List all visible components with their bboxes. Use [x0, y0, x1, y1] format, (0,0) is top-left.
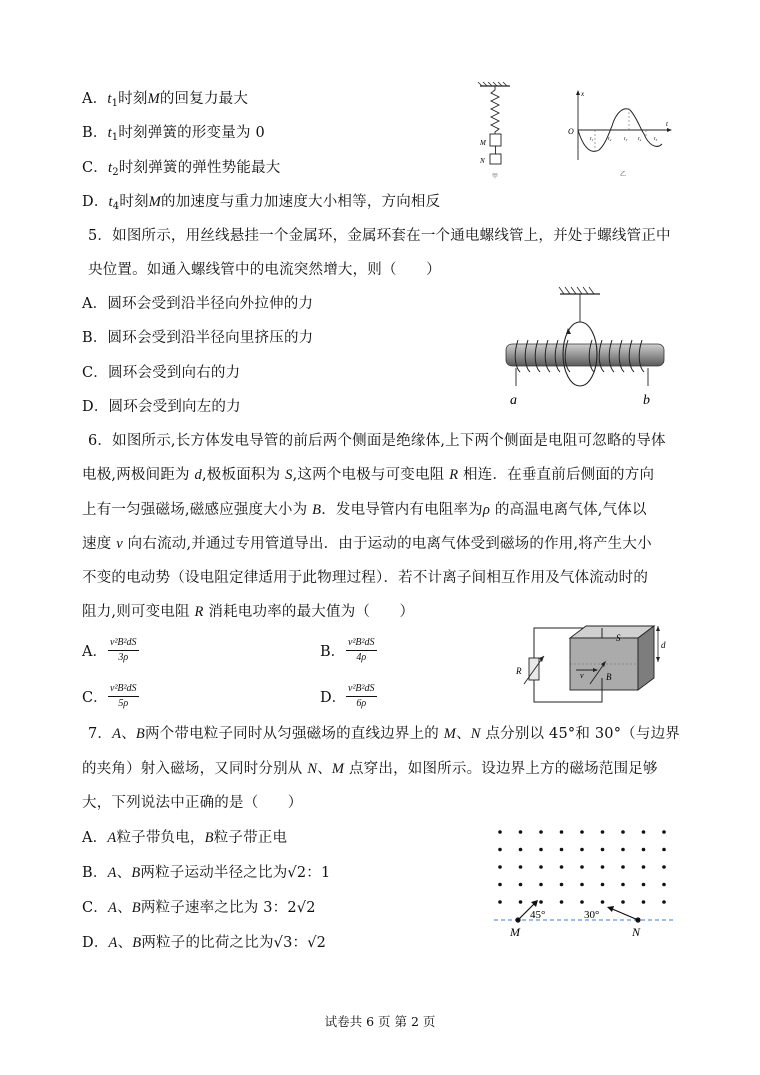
- field-dot: [621, 830, 625, 834]
- q6-stem-line1: 6．如图所示,长方体发电导管的前后两个侧面是绝缘体,上下两个侧面是电阻可忽略的导体: [88, 433, 666, 449]
- field-dot: [539, 848, 543, 852]
- field-dot: [662, 830, 666, 834]
- q6-option-b-fraction: $\frac{\text{v²B²dS}}{4\rho}$: [348, 637, 375, 663]
- q6-generator-figure: [510, 618, 670, 710]
- field-dot: [642, 848, 646, 852]
- q5-stem-line2: 央位置。如通入螺线管中的电流突然增大，则（ ）: [88, 262, 441, 278]
- q7-angle-30: 30°: [584, 909, 600, 921]
- field-dot: [539, 865, 543, 869]
- q6-option-d-fraction: $\frac{\text{v²B²dS}}{6\rho}$: [348, 683, 375, 709]
- field-dot: [601, 883, 605, 887]
- field-dot: [601, 865, 605, 869]
- q7-stem-line1: 7．A、B两个带电粒子同时从匀强磁场的直线边界上的 M、N 点分别以 45°和 30°（与边界: [88, 726, 680, 742]
- field-dot: [621, 848, 625, 852]
- field-dot: [560, 883, 564, 887]
- q6-stem-line4: 速度 v 向右流动,并通过专用管道导出．由于运动的电离气体受到磁场的作用,将产生大小: [82, 536, 652, 552]
- field-dot: [621, 865, 625, 869]
- field-dot: [560, 830, 564, 834]
- q7-option-a: A．A粒子带负电，B粒子带正电: [82, 830, 288, 846]
- q7-option-b: B．A、B两粒子运动半径之比为√2：1: [82, 865, 331, 881]
- field-dot: [662, 883, 666, 887]
- field-dot: [621, 883, 625, 887]
- q4-tick-t5: t₅: [654, 136, 658, 142]
- field-dot: [498, 883, 502, 887]
- field-dot: [642, 830, 646, 834]
- field-dot: [662, 900, 666, 904]
- q7-point-n: N: [632, 925, 641, 939]
- field-dot: [519, 883, 523, 887]
- q4-m-label: M: [480, 139, 486, 147]
- q6-option-d-label: D．: [320, 690, 347, 706]
- field-dot: [601, 848, 605, 852]
- q4-sine-figure: [566, 88, 676, 180]
- q7-option-d: D．A、B两粒子的比荷之比为√3：√2: [82, 935, 327, 951]
- q4-caption-left: 甲: [492, 174, 499, 180]
- q4-tick-t3: t₃: [624, 136, 628, 142]
- q6-option-c-fraction: $\frac{\text{v²B²dS}}{5\rho}$: [110, 683, 137, 709]
- q5-option-a: A．圆环会受到沿半径向外拉伸的力: [82, 296, 314, 312]
- q6-stem-line6: 阻力,则可变电阻 R 消耗电功率的最大值为（ ）: [82, 604, 415, 620]
- field-dot: [498, 900, 502, 904]
- field-dot: [560, 848, 564, 852]
- field-dot: [519, 848, 523, 852]
- field-dot: [601, 900, 605, 904]
- q6-distance-label: d: [661, 640, 666, 650]
- field-dot: [519, 900, 523, 904]
- field-dot: [601, 830, 605, 834]
- q7-stem-line3: 大，下列说法中正确的是（ ）: [82, 795, 303, 811]
- field-dot: [642, 900, 646, 904]
- field-dot: [580, 900, 584, 904]
- q6-option-b-label: B．: [320, 644, 346, 660]
- q5-option-b: B．圆环会受到沿半径向里挤压的力: [82, 330, 314, 346]
- q5-terminal-a: a: [510, 393, 517, 408]
- q6-resistor-label: R: [516, 666, 522, 676]
- q6-option-c-label: C．: [82, 690, 108, 706]
- q6-area-label: S: [616, 633, 621, 643]
- field-dot: [560, 865, 564, 869]
- q6-option-a-fraction: $\frac{\text{v²B²dS}}{3\rho}$: [110, 637, 137, 663]
- field-dot: [580, 883, 584, 887]
- q4-option-d: D．$t_4$时刻M的加速度与重力加速度大小相等，方向相反: [82, 194, 441, 212]
- q5-stem-line1: 5．如图所示，用丝线悬挂一个金属环，金属环套在一个通电螺线管上，并处于螺线管正中: [88, 228, 671, 244]
- q6-field-label: B: [606, 672, 612, 682]
- q4-spring-figure: [470, 82, 530, 182]
- q4-option-c: C．$t_2$时刻弹簧的弹性势能最大: [82, 160, 281, 178]
- q7-option-c: C．A、B两粒子速率之比为 3：2√2: [82, 900, 316, 916]
- q7-point-m: M: [510, 925, 520, 939]
- q4-x-axis-label: x: [581, 90, 585, 98]
- q4-t-axis-label: t: [666, 120, 668, 128]
- field-dot: [560, 900, 564, 904]
- field-dot: [498, 865, 502, 869]
- q7-field-figure: [490, 822, 680, 944]
- q6-stem-line3: 上有一匀强磁场,磁感应强度大小为 B．发电导管内有电阻率为ρ 的高温电离气体,气体以: [82, 502, 647, 518]
- q7-stem-line2: 的夹角）射入磁场，又同时分别从 N、M 点穿出，如图所示。设边界上方的磁场范围足够: [82, 761, 658, 777]
- field-dot: [580, 865, 584, 869]
- q6-velocity-label: v: [580, 671, 584, 680]
- field-dot: [662, 865, 666, 869]
- q4-n-label: N: [480, 157, 485, 165]
- q4-tick-t2: t₂: [608, 136, 612, 142]
- q5-solenoid-figure: [498, 282, 673, 410]
- field-dot: [642, 865, 646, 869]
- q4-caption-right: 乙: [620, 172, 627, 178]
- field-dot: [498, 848, 502, 852]
- field-dot: [580, 848, 584, 852]
- field-dot: [519, 830, 523, 834]
- field-dot: [519, 865, 523, 869]
- field-dot: [662, 848, 666, 852]
- q5-terminal-b: b: [643, 393, 650, 408]
- field-dot: [621, 900, 625, 904]
- q4-option-b: B．$t_1$时刻弹簧的形变量为 0: [82, 125, 265, 143]
- q4-tick-t1: t₁: [590, 136, 594, 142]
- q6-stem-line2: 电极,两极间距为 d,极板面积为 S,这两个电极与可变电阻 R 相连．在垂直前后侧面的方向: [82, 467, 655, 483]
- field-dot: [580, 830, 584, 834]
- field-dot: [539, 900, 543, 904]
- q4-option-a: A．$t_1$时刻M的回复力最大: [82, 91, 249, 109]
- q4-origin-label: O: [568, 127, 574, 136]
- field-dot: [539, 883, 543, 887]
- page-footer: 试卷共 6 页 第 2 页: [324, 1014, 436, 1029]
- q4-tick-t4: t₄: [638, 136, 642, 142]
- q6-stem-line5: 不变的电动势（设电阻定律适用于此物理过程）．若不计离子间相互作用及气体流动时的: [82, 570, 649, 586]
- q5-option-d: D．圆环会受到向左的力: [82, 399, 241, 415]
- field-dot: [539, 830, 543, 834]
- field-dot: [498, 830, 502, 834]
- field-dot: [642, 883, 646, 887]
- q6-option-a-label: A．: [82, 644, 107, 660]
- q7-angle-45: 45°: [530, 909, 546, 921]
- q5-option-c: C．圆环会受到向右的力: [82, 365, 241, 381]
